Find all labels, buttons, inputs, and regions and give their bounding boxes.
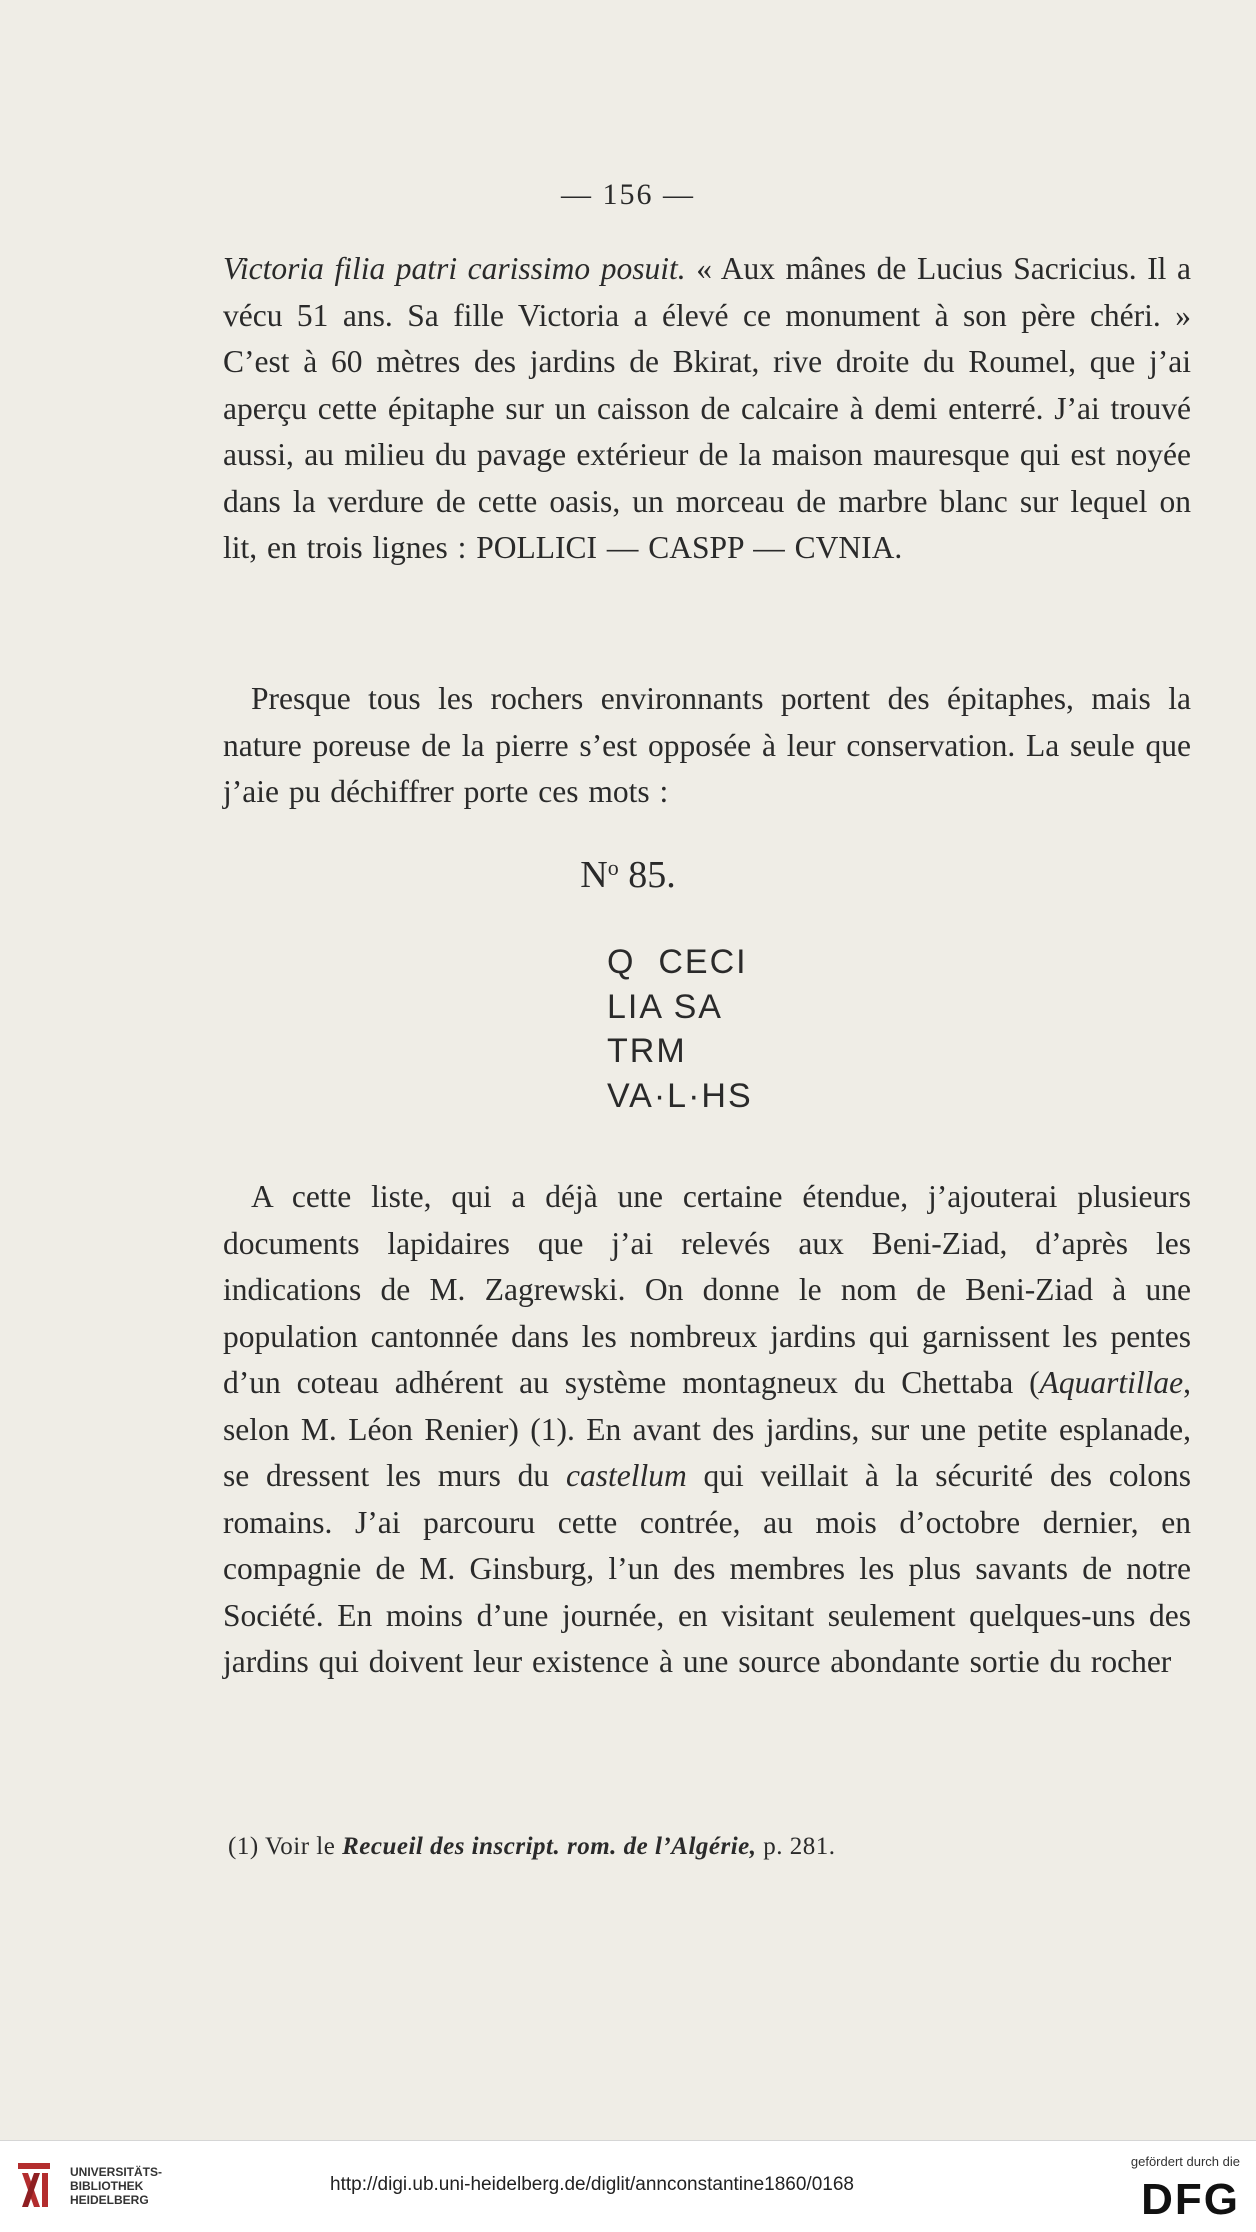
dfg-logo[interactable]: DFG [1141, 2175, 1240, 2224]
inscription-line: TRM [607, 1032, 687, 1070]
inscription-number: $N^o$ 85. [580, 854, 676, 896]
paragraph-2 [223, 676, 1191, 816]
italic-term: castellum [566, 1458, 687, 1493]
page-number: — 156 — [561, 178, 695, 211]
paragraph-1 [223, 246, 1191, 572]
latin-inscription-text: Victoria filia patri carissimo posuit. [223, 251, 686, 286]
footer-bar [0, 2140, 1256, 2232]
inscription-line: Q CECI [607, 943, 748, 981]
funded-by-text: gefördert durch die [1130, 2154, 1240, 2169]
inscription-line: VA·L·HS [607, 1076, 753, 1115]
inscription-line: LIA SA [607, 987, 723, 1026]
paragraph-3: A cette liste, qui a déjà une certaine étendue, j’ajouterai plusieurs documents lapidaires que j’ai relevés aux Beni-Ziad, d’après les indications de M. Zagrewski. On donne le nom de Beni-Ziad à une population cantonnée dans les nombreux jardins qui garnissent les pentes d’un coteau adhérent au système montagneux du Chettaba (Aquartillae, selon M. Léon Renier) (1). En avant des jardins, sur une petite esplanade, se dressent les murs du castellum qui veillait à la sécurité des colons romains. J’ai parcouru cette contrée, au mois d’octobre dernier, en compagnie de M. Ginsburg, l’un des membres les plus savants de notre Société. En moins d’une journée, en visitant seulement quelques-uns des jardins qui doivent leur existence à une source abondante sortie du rocher [223, 1179, 1191, 1679]
permalink-url[interactable]: http://digi.ub.uni-heidelberg.de/diglit/annconstantine1860/0168 [330, 2174, 854, 2195]
footnote: (1) Voir le Recueil des inscript. rom. de l’Algérie, p. 281. [228, 1833, 836, 1860]
inscription-text [607, 940, 753, 1118]
footnote-title: Recueil des inscript. rom. de l’Algérie, [342, 1833, 757, 1860]
university-logo-icon[interactable] [14, 2157, 54, 2213]
paragraph-2-text: Presque tous les rochers environnants portent des épitaphes, mais la nature poreuse de la pierre s’est opposée à leur conservation. La seule que j’aie pu déchiffrer porte ces mots : [223, 681, 1191, 809]
italic-term: Aquartillae [1039, 1365, 1184, 1400]
library-name: UNIVERSITÄTS- BIBLIOTHEK HEIDELBERG [70, 2165, 163, 2207]
paragraph-1-text: « Aux mânes de Lucius Sacricius. Il a vécu 51 ans. Sa fille Victoria a élevé ce monument à son père chéri. » C’est à 60 mètres des jardins de Bkirat, rive droite du Roumel, que j’ai aperçu cette épitaphe sur un caisson de calcaire à demi enterré. J’ai trouvé aussi, au milieu du pavage extérieur de la maison mauresque qui est noyée dans la verdure de cette oasis, un morceau de marbre blanc sur lequel on lit, en trois lignes : POLLICI — CASPP — CVNIA. [223, 251, 1191, 565]
